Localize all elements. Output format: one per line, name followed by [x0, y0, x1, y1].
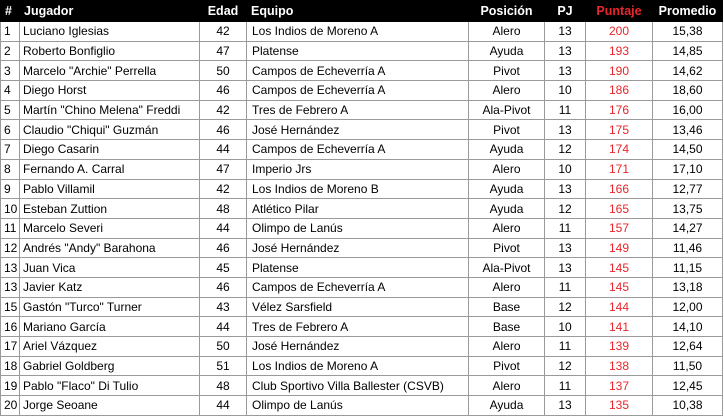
- cell-average: 15,38: [653, 22, 723, 42]
- cell-player: Pablo Villamil: [20, 179, 200, 199]
- cell-points: 193: [586, 41, 653, 61]
- cell-games: 13: [545, 22, 586, 42]
- table-row: [1, 356, 723, 376]
- cell-team: José Hernández: [247, 337, 469, 357]
- cell-position: Ayuda: [469, 41, 545, 61]
- cell-team: Atlético Pilar: [247, 199, 469, 219]
- cell-rank: 4: [1, 81, 20, 101]
- cell-age: 47: [200, 159, 247, 179]
- cell-rank: 2: [1, 41, 20, 61]
- cell-position: Ala-Pivot: [469, 258, 545, 278]
- cell-player: Fernando A. Carral: [20, 159, 200, 179]
- cell-points: 171: [586, 159, 653, 179]
- cell-player: Diego Horst: [20, 81, 200, 101]
- cell-team: Platense: [247, 258, 469, 278]
- cell-team: Platense: [247, 41, 469, 61]
- cell-average: 16,00: [653, 100, 723, 120]
- cell-position: Alero: [469, 277, 545, 297]
- cell-age: 51: [200, 356, 247, 376]
- table-row: [1, 277, 723, 297]
- cell-rank: 19: [1, 376, 20, 396]
- cell-points: 137: [586, 376, 653, 396]
- cell-rank: 3: [1, 61, 20, 81]
- cell-games: 13: [545, 238, 586, 258]
- cell-average: 13,75: [653, 199, 723, 219]
- cell-player: Gabriel Goldberg: [20, 356, 200, 376]
- cell-points: 138: [586, 356, 653, 376]
- table-row: [1, 120, 723, 140]
- cell-points: 141: [586, 317, 653, 337]
- table-row: [1, 81, 723, 101]
- cell-position: Pivot: [469, 356, 545, 376]
- cell-points: 175: [586, 120, 653, 140]
- cell-player: Juan Vica: [20, 258, 200, 278]
- cell-rank: 12: [1, 238, 20, 258]
- cell-player: Marcelo "Archie" Perrella: [20, 61, 200, 81]
- cell-average: 12,77: [653, 179, 723, 199]
- cell-games: 12: [545, 356, 586, 376]
- cell-player: Jorge Seoane: [20, 396, 200, 416]
- cell-average: 12,00: [653, 297, 723, 317]
- cell-position: Alero: [469, 159, 545, 179]
- cell-player: Martín "Chino Melena" Freddi: [20, 100, 200, 120]
- cell-average: 14,85: [653, 41, 723, 61]
- cell-position: Ala-Pivot: [469, 100, 545, 120]
- cell-team: Olimpo de Lanús: [247, 218, 469, 238]
- cell-average: 11,50: [653, 356, 723, 376]
- header-average: Promedio: [653, 1, 723, 22]
- cell-games: 10: [545, 159, 586, 179]
- cell-age: 42: [200, 22, 247, 42]
- table-row: [1, 337, 723, 357]
- cell-games: 13: [545, 258, 586, 278]
- table-row: [1, 376, 723, 396]
- cell-games: 10: [545, 317, 586, 337]
- cell-player: Esteban Zuttion: [20, 199, 200, 219]
- cell-team: Los Indios de Moreno A: [247, 356, 469, 376]
- cell-average: 12,45: [653, 376, 723, 396]
- cell-average: 14,62: [653, 61, 723, 81]
- cell-points: 145: [586, 258, 653, 278]
- cell-points: 145: [586, 277, 653, 297]
- cell-average: 11,15: [653, 258, 723, 278]
- cell-games: 11: [545, 218, 586, 238]
- cell-player: Claudio "Chiqui" Guzmán: [20, 120, 200, 140]
- header-games: PJ: [545, 1, 586, 22]
- cell-rank: 17: [1, 337, 20, 357]
- cell-position: Ayuda: [469, 199, 545, 219]
- cell-team: Campos de Echeverría A: [247, 61, 469, 81]
- cell-team: Los Indios de Moreno A: [247, 22, 469, 42]
- cell-average: 10,38: [653, 396, 723, 416]
- table-row: [1, 317, 723, 337]
- table-row: [1, 297, 723, 317]
- cell-games: 11: [545, 277, 586, 297]
- cell-points: 186: [586, 81, 653, 101]
- cell-player: Mariano García: [20, 317, 200, 337]
- cell-rank: 15: [1, 297, 20, 317]
- header-age: Edad: [200, 1, 247, 22]
- cell-games: 11: [545, 100, 586, 120]
- cell-player: Marcelo Severi: [20, 218, 200, 238]
- cell-average: 13,46: [653, 120, 723, 140]
- cell-points: 139: [586, 337, 653, 357]
- cell-player: Ariel Vázquez: [20, 337, 200, 357]
- cell-average: 11,46: [653, 238, 723, 258]
- cell-age: 46: [200, 81, 247, 101]
- cell-rank: 11: [1, 218, 20, 238]
- table-row: [1, 140, 723, 160]
- table-row: [1, 159, 723, 179]
- cell-age: 46: [200, 277, 247, 297]
- cell-points: 200: [586, 22, 653, 42]
- cell-age: 50: [200, 337, 247, 357]
- cell-age: 43: [200, 297, 247, 317]
- cell-team: Imperio Jrs: [247, 159, 469, 179]
- cell-rank: 10: [1, 199, 20, 219]
- cell-team: Los Indios de Moreno B: [247, 179, 469, 199]
- cell-games: 12: [545, 140, 586, 160]
- cell-points: 176: [586, 100, 653, 120]
- cell-age: 44: [200, 396, 247, 416]
- table-row: [1, 218, 723, 238]
- header-points: Puntaje: [586, 1, 653, 22]
- cell-average: 13,18: [653, 277, 723, 297]
- cell-games: 10: [545, 81, 586, 101]
- cell-points: 190: [586, 61, 653, 81]
- table-row: [1, 41, 723, 61]
- cell-team: José Hernández: [247, 120, 469, 140]
- cell-average: 17,10: [653, 159, 723, 179]
- cell-games: 13: [545, 61, 586, 81]
- cell-points: 165: [586, 199, 653, 219]
- cell-player: Diego Casarin: [20, 140, 200, 160]
- cell-rank: 13: [1, 258, 20, 278]
- cell-average: 18,60: [653, 81, 723, 101]
- table-row: [1, 22, 723, 42]
- cell-age: 44: [200, 218, 247, 238]
- cell-age: 48: [200, 199, 247, 219]
- cell-games: 11: [545, 376, 586, 396]
- cell-age: 46: [200, 238, 247, 258]
- cell-team: Campos de Echeverría A: [247, 81, 469, 101]
- cell-age: 47: [200, 41, 247, 61]
- cell-team: Tres de Febrero A: [247, 317, 469, 337]
- cell-position: Alero: [469, 22, 545, 42]
- cell-rank: 9: [1, 179, 20, 199]
- cell-team: Campos de Echeverría A: [247, 277, 469, 297]
- cell-position: Pivot: [469, 238, 545, 258]
- cell-position: Alero: [469, 218, 545, 238]
- cell-age: 48: [200, 376, 247, 396]
- cell-position: Alero: [469, 337, 545, 357]
- cell-average: 14,10: [653, 317, 723, 337]
- cell-points: 149: [586, 238, 653, 258]
- cell-team: Club Sportivo Villa Ballester (CSVB): [247, 376, 469, 396]
- cell-rank: 16: [1, 317, 20, 337]
- cell-games: 13: [545, 396, 586, 416]
- table-row: [1, 61, 723, 81]
- cell-games: 13: [545, 179, 586, 199]
- cell-age: 42: [200, 100, 247, 120]
- cell-age: 45: [200, 258, 247, 278]
- cell-team: Vélez Sarsfield: [247, 297, 469, 317]
- table-row: [1, 396, 723, 416]
- cell-position: Ayuda: [469, 140, 545, 160]
- cell-rank: 13: [1, 277, 20, 297]
- cell-team: Campos de Echeverría A: [247, 140, 469, 160]
- cell-points: 144: [586, 297, 653, 317]
- cell-rank: 8: [1, 159, 20, 179]
- header-row: [1, 1, 723, 22]
- cell-position: Pivot: [469, 120, 545, 140]
- cell-player: Gastón "Turco" Turner: [20, 297, 200, 317]
- cell-points: 157: [586, 218, 653, 238]
- cell-team: Olimpo de Lanús: [247, 396, 469, 416]
- table-row: [1, 100, 723, 120]
- cell-games: 11: [545, 337, 586, 357]
- cell-player: Javier Katz: [20, 277, 200, 297]
- cell-position: Ayuda: [469, 179, 545, 199]
- cell-age: 50: [200, 61, 247, 81]
- cell-age: 46: [200, 120, 247, 140]
- table-row: [1, 199, 723, 219]
- cell-points: 135: [586, 396, 653, 416]
- cell-player: Andrés "Andy" Barahona: [20, 238, 200, 258]
- table-row: [1, 258, 723, 278]
- cell-games: 12: [545, 199, 586, 219]
- cell-age: 44: [200, 140, 247, 160]
- table-body: [1, 22, 723, 416]
- cell-average: 14,50: [653, 140, 723, 160]
- cell-points: 166: [586, 179, 653, 199]
- header-position: Posición: [469, 1, 545, 22]
- table-row: [1, 238, 723, 258]
- cell-games: 12: [545, 297, 586, 317]
- header-player: Jugador: [20, 1, 200, 22]
- cell-rank: 5: [1, 100, 20, 120]
- cell-position: Base: [469, 317, 545, 337]
- cell-player: Luciano Iglesias: [20, 22, 200, 42]
- cell-average: 14,27: [653, 218, 723, 238]
- cell-position: Base: [469, 297, 545, 317]
- cell-games: 13: [545, 120, 586, 140]
- cell-average: 12,64: [653, 337, 723, 357]
- cell-position: Alero: [469, 81, 545, 101]
- cell-rank: 7: [1, 140, 20, 160]
- cell-rank: 6: [1, 120, 20, 140]
- cell-rank: 20: [1, 396, 20, 416]
- cell-games: 13: [545, 41, 586, 61]
- cell-player: Roberto Bonfiglio: [20, 41, 200, 61]
- cell-position: Alero: [469, 376, 545, 396]
- cell-rank: 18: [1, 356, 20, 376]
- header-num: #: [1, 1, 20, 22]
- header-team: Equipo: [247, 1, 469, 22]
- cell-points: 174: [586, 140, 653, 160]
- cell-position: Pivot: [469, 61, 545, 81]
- cell-team: Tres de Febrero A: [247, 100, 469, 120]
- cell-age: 42: [200, 179, 247, 199]
- cell-rank: 1: [1, 22, 20, 42]
- cell-player: Pablo "Flaco" Di Tulio: [20, 376, 200, 396]
- cell-team: José Hernández: [247, 238, 469, 258]
- cell-age: 44: [200, 317, 247, 337]
- table-row: [1, 179, 723, 199]
- cell-position: Ayuda: [469, 396, 545, 416]
